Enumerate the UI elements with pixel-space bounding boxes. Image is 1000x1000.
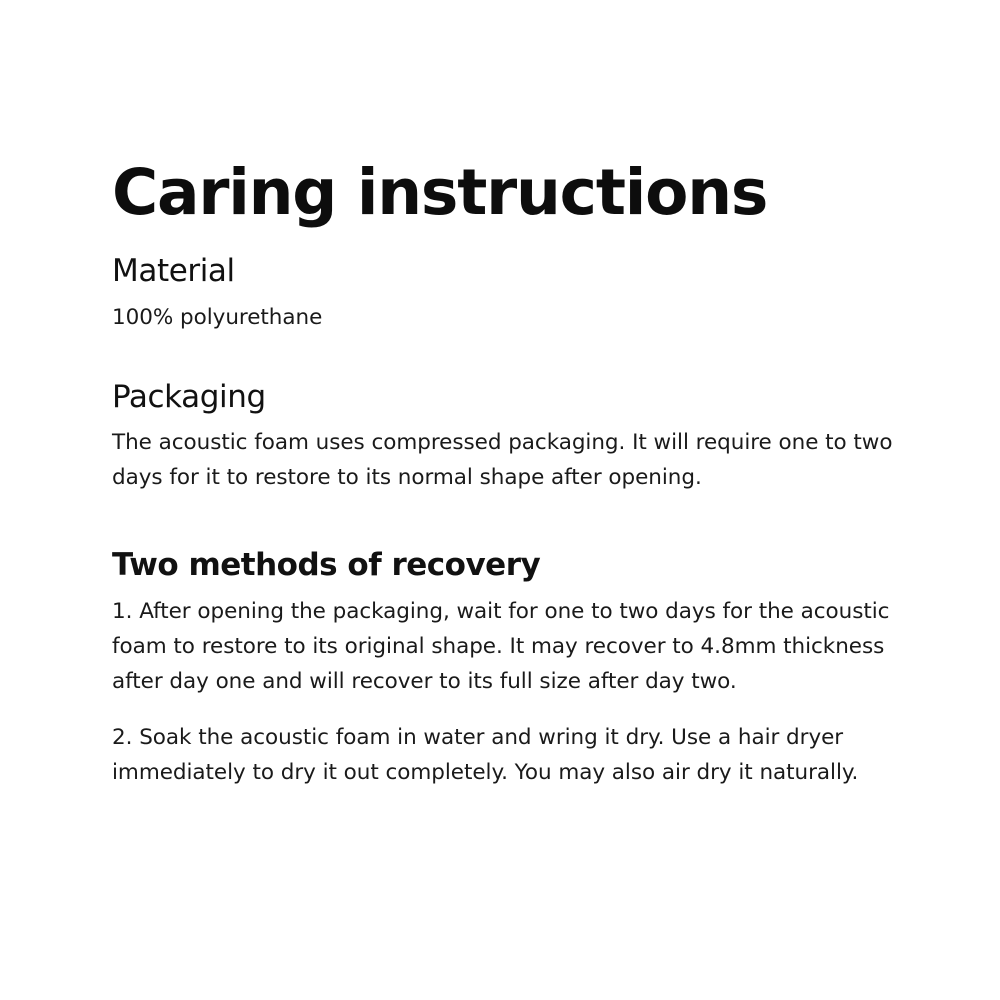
section-text-material: 100% polyurethane xyxy=(112,304,323,330)
section-text-packaging: The acoustic foam uses compressed packaging. It will require one to two days for it to restore to its normal shape after opening. xyxy=(112,430,893,491)
section-heading-packaging: Packaging xyxy=(112,378,266,415)
section-heading-material: Material xyxy=(112,253,235,290)
section-heading-recovery: Two methods of recovery xyxy=(112,547,541,584)
spacer xyxy=(112,352,900,378)
section-packaging xyxy=(112,378,900,496)
spacer xyxy=(112,512,900,546)
section-material xyxy=(112,252,900,336)
section-text-recovery-method-1: 1. After opening the packaging, wait for one to two days for the acoustic foam to restore to its original shape. It may recover to 4.8mm thickness after day one and will recover to its full size after day two. xyxy=(112,598,890,694)
section-recovery xyxy=(112,546,900,791)
section-text-recovery-method-2: 2. Soak the acoustic foam in water and wring it dry. Use a hair dryer immediately to dry it out completely. You may also air dry it naturally. xyxy=(112,725,859,786)
page-title: Caring instructions xyxy=(112,156,768,229)
